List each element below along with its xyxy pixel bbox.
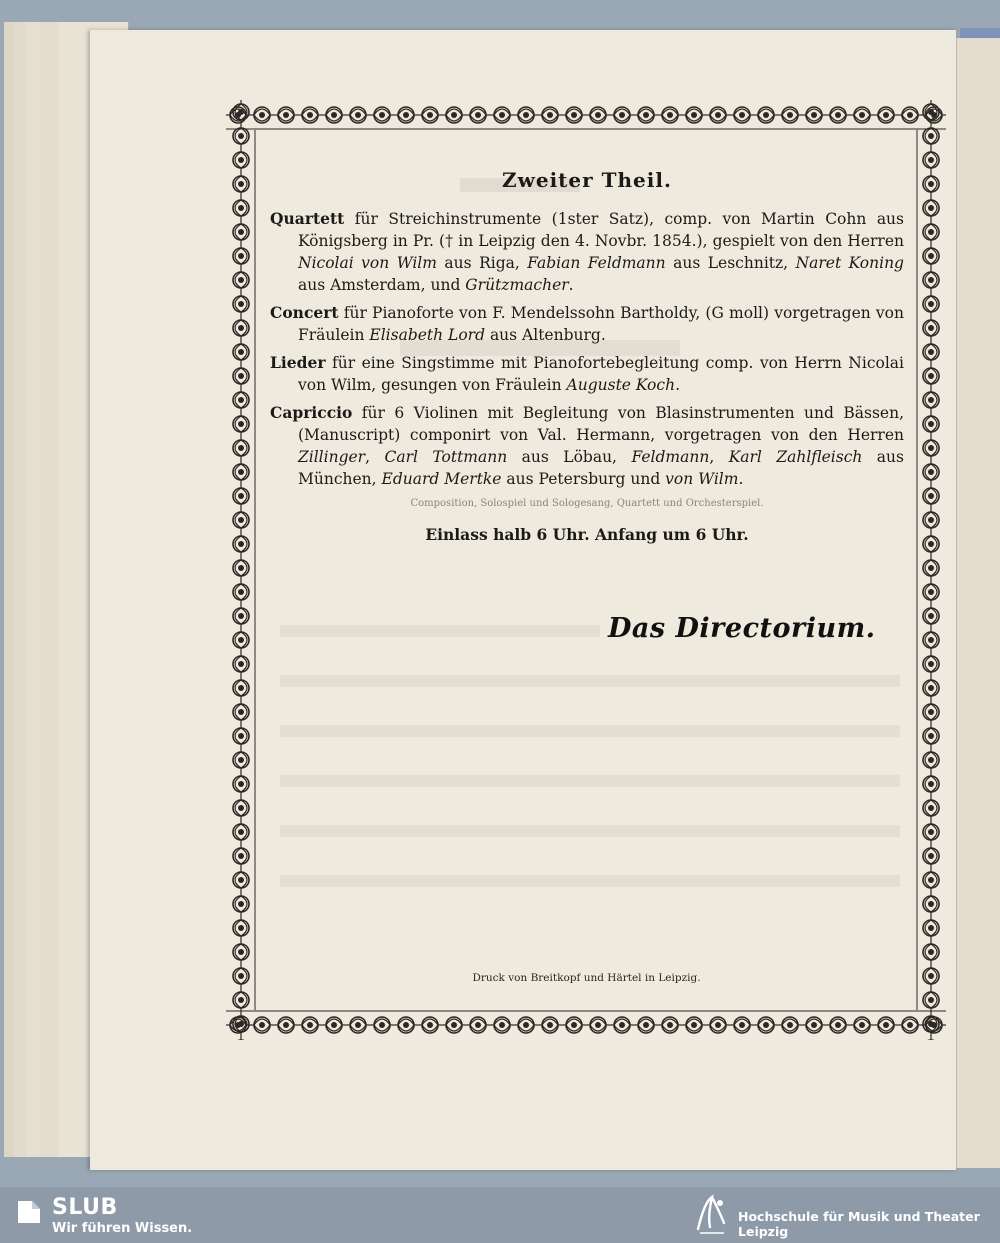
entry-text: für 6 Violinen mit Begleitung von Blasinstrumenten und Bässen, (Manuscript) componirt von Val. Hermann, vorgetragen von den Herren [298,404,904,444]
printer-imprint [0,972,1000,984]
entry-text: aus Amsterdam, und [298,276,466,294]
hmt-logo-icon [694,1193,730,1235]
piece-title: Lieder [270,353,326,372]
performer-name: Elisabeth Lord [369,326,486,344]
hmt-name: Hochschule für Musik und Theater Leipzig [738,1209,980,1239]
entry-text: , [709,448,729,466]
signature-directorium: Das Directorium. [608,613,876,644]
entry-text: aus Riga, [436,254,528,272]
program-entry-concert [270,302,904,346]
next-page-edge [956,38,1000,1168]
piece-title: Concert [270,303,339,322]
performer-name: Eduard Mertke [381,470,502,488]
entry-text: , [365,448,385,466]
performer-name: Grützmacher [465,276,569,294]
entry-text: aus Löbau, [507,448,632,466]
entry-text: . [568,276,574,294]
performer-name: von Wilm [665,470,739,488]
ornament-band-left [226,100,256,1040]
entry-text: für Streichinstrumente (1ster Satz), comp. von Martin Cohn aus Königsberg in Pr. († in Leipzig den 4. Novbr. 1854.), gespielt von den Herren [298,210,904,250]
ornament-band-top [226,100,946,130]
piece-title: Capriccio [270,403,353,422]
performer-name: Naret Koning [795,254,904,272]
program-entry-lieder [270,352,904,396]
performer-name: Zillinger [298,448,366,466]
printer-text: Druck von Breitkopf und Härtel in Leipzig. [472,972,701,984]
entry-text: . [675,376,680,394]
entry-text: aus München, [298,448,904,488]
entry-text: aus Petersburg und [501,470,666,488]
performer-name: Nicolai von Wilm [298,254,437,272]
program-entry-quartett [270,208,904,296]
performer-name: Karl Zahlfleisch [728,448,863,466]
performer-name: Feldmann [631,448,710,466]
admission-times: Einlass halb 6 Uhr. Anfang um 6 Uhr. [425,525,749,544]
faint-subtitle-line: Composition, Solospiel und Sologesang, Quartett und Orchesterspiel. [410,498,764,509]
piece-title: Quartett [270,209,345,228]
viewer-footer [0,1187,1000,1243]
slub-slogan: Wir führen Wissen. [52,1221,193,1236]
performer-name: Fabian Feldmann [527,254,666,272]
program-entry-capriccio [270,402,904,490]
entry-text: aus Altenburg. [485,326,606,344]
slub-logo-icon [18,1201,40,1223]
program-text [270,160,904,544]
entry-text: aus Leschnitz, [665,254,796,272]
performer-name: Carl Tottmann [384,448,508,466]
entry-text: für eine Singstimme mit Pianofortebegleitung comp. von Herrn Nicolai von Wilm, gesungen von Fräulein [298,354,904,394]
performer-name: Auguste Koch [566,376,676,394]
slub-name: SLUB [52,1195,118,1220]
section-heading: Zweiter Theil. [502,168,672,192]
ornament-band-bottom [226,1010,946,1040]
entry-text: . [738,470,744,488]
entry-text: für Pianoforte von F. Mendelssohn Bartholdy, (G moll) vorgetragen von Fräulein [298,304,904,344]
ornament-band-right [916,100,946,1040]
